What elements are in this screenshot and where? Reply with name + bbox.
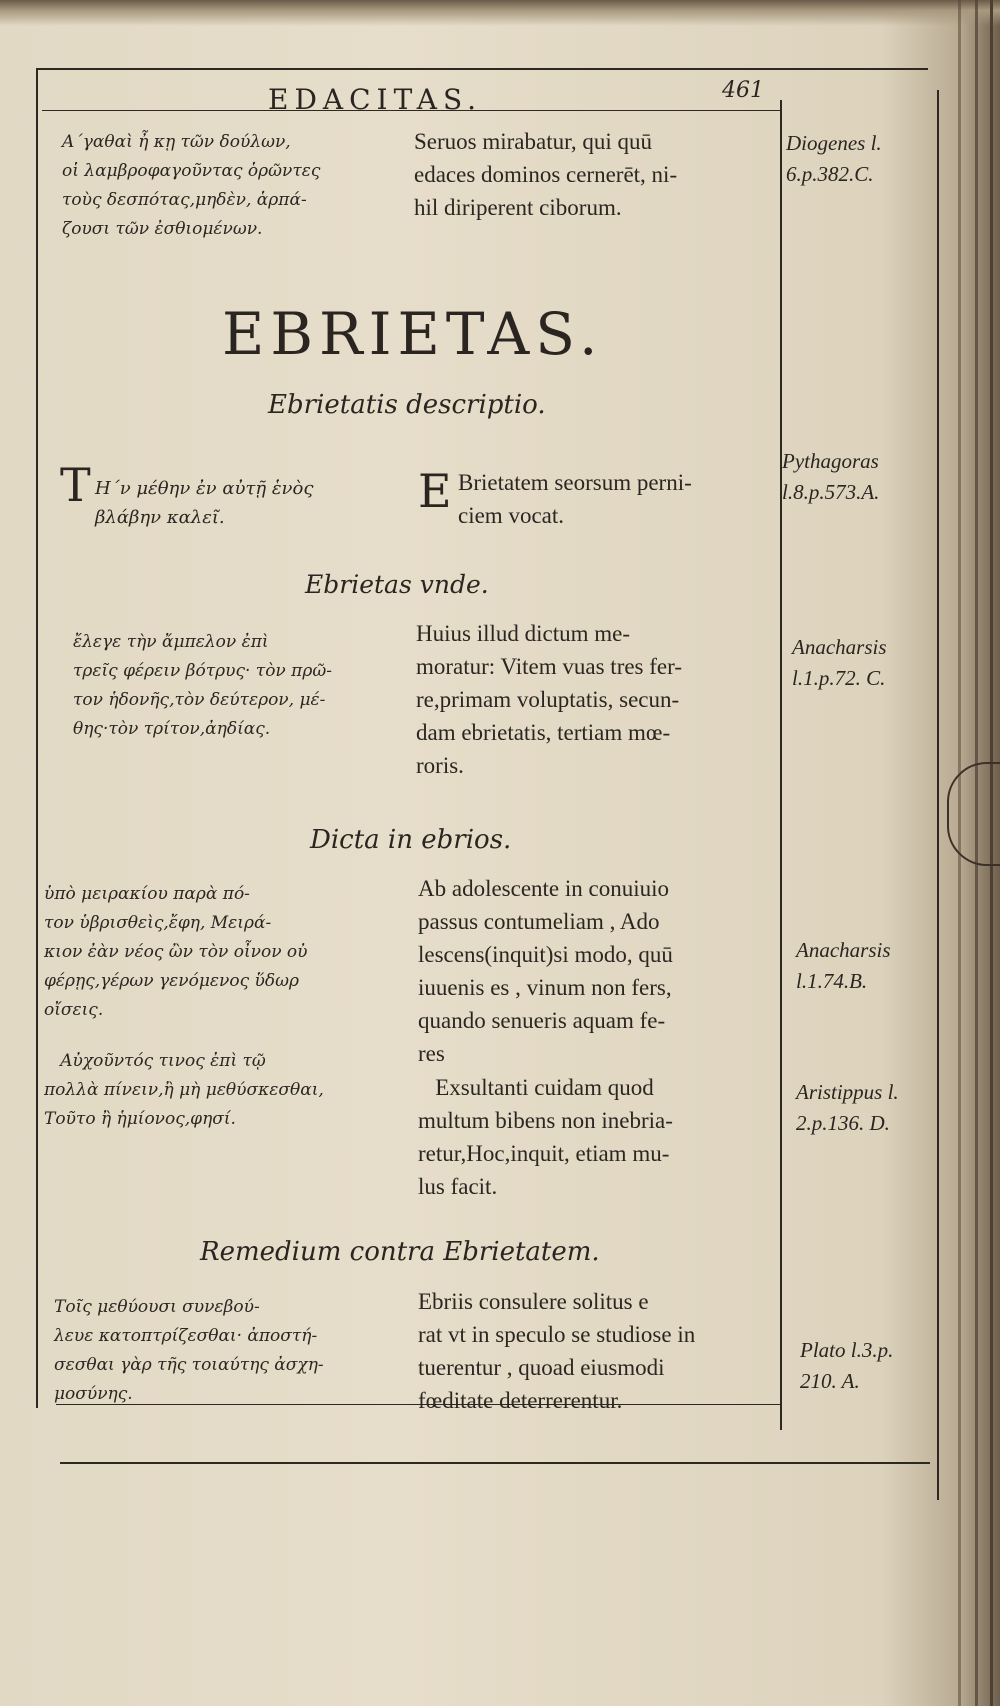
- section-title: EBRIETAS.: [222, 300, 604, 368]
- page-top-shadow: [0, 0, 1000, 26]
- subheading: Ebrietas vnde.: [305, 570, 489, 599]
- latin-text: Ab adolescente in conuiuio passus contumeliam , Ado lescens(inquit)si modo, quū iuuenis es , vinum non fers, quando senueris aquam fe- res: [418, 876, 673, 1066]
- greek-text: ὑπὸ μειρακίου παρὰ πό- τον ὑβρισθεὶς,ἔφη, Μειρά- κιον ἐὰν νέος ὢν τὸν οἶνον οὐ φέρῃς,γέρων γενόμενος ὕδωρ οἴσεις.: [44, 884, 308, 1020]
- margin-citation: Anacharsis l.1.74.B.: [796, 938, 891, 993]
- running-title: EDACITAS.: [268, 83, 483, 116]
- margin-citation: Anacharsis l.1.p.72. C.: [792, 635, 887, 690]
- margin-citation: Aristippus l. 2.p.136. D.: [796, 1080, 899, 1135]
- margin-citation: Plato l.3.p. 210. A.: [800, 1338, 894, 1393]
- greek-text: Η΄ν μέθην ἐν αὐτῇ ἑνὸς βλάβην καλεῖ.: [95, 478, 314, 528]
- latin-text: Huius illud dictum me- moratur: Vitem vuas tres fer- re,primam voluptatis, secun- dam ebrietatis, tertiam mœ- roris.: [416, 621, 682, 778]
- drop-initial: T: [60, 458, 91, 512]
- frame-rule: [38, 68, 928, 70]
- greek-text: Α΄γαθαὶ ἦ κῃ τῶν δούλων, οἱ λαμβροφαγοῦντας ὁρῶντες τοὺς δεσπότας,μηδὲν, ἁρπά- ζουσι τῶν ἐσθιομένων.: [62, 132, 321, 239]
- latin-text: Brietatem seorsum perni- ciem vocat.: [458, 470, 692, 528]
- frame-rule: [780, 100, 782, 1430]
- latin-text: Exsultanti cuidam quod multum bibens non inebria- retur,Hoc,inquit, etiam mu- lus facit.: [418, 1075, 673, 1199]
- greek-text: Τοῖς μεθύουσι συνεβού- λευε κατοπτρίζεσθαι· ἀποστή- σεσθαι γὰρ τῆς τοιαύτης ἀσχη- μοσύνης.: [54, 1297, 324, 1404]
- margin-citation: Pythagoras l.8.p.573.A.: [782, 449, 880, 504]
- latin-text: Seruos mirabatur, qui quū edaces dominos cernerēt, ni- hil diriperent ciborum.: [414, 129, 678, 220]
- latin-text: Ebriis consulere solitus e rat vt in speculo se studiose in tuerentur , quoad eiusmodi fœditate deterrerentur.: [418, 1289, 696, 1413]
- subheading: Ebrietatis descriptio.: [268, 390, 546, 420]
- margin-citation: Diogenes l. 6.p.382.C.: [786, 131, 882, 186]
- subheading: Remedium contra Ebrietatem.: [200, 1237, 600, 1267]
- frame-rule: [60, 1462, 930, 1464]
- greek-text: ἔλεγε τὴν ἄμπελον ἐπὶ τρεῖς φέρειν βότρυς· τὸν πρῶ- τον ἡδονῆς,τὸν δεύτερον, μέ- θης·τὸν τρίτον,ἀηδίας.: [73, 632, 332, 739]
- greek-text: Αὐχοῦντός τινος ἐπὶ τῷ πολλὰ πίνειν,ἢ μὴ μεθύσκεσθαι, Τοῦτο ἢ ἡμίονος,φησί.: [44, 1051, 324, 1129]
- thumb-tab: [947, 762, 1000, 866]
- drop-initial: E: [418, 464, 452, 518]
- subheading: Dicta in ebrios.: [310, 825, 512, 855]
- frame-rule: [36, 68, 38, 1408]
- page-number: 461: [722, 78, 764, 103]
- frame-rule: [937, 90, 939, 1500]
